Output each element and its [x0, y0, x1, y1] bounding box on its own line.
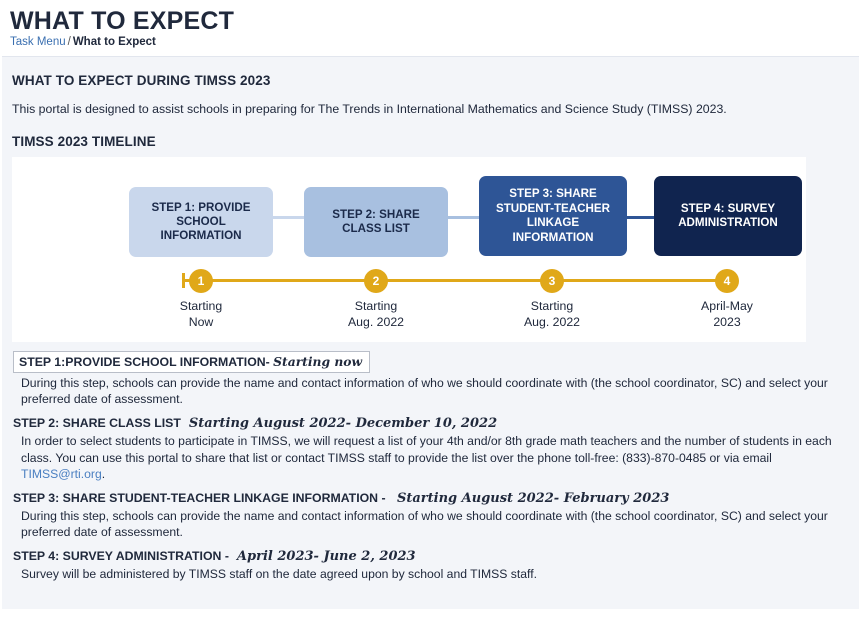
page-header: [0, 0, 861, 48]
detail-step-4-title: [13, 549, 849, 564]
breadcrumb: [10, 36, 851, 48]
detail-step-4-title-text: STEP 4: SURVEY ADMINISTRATION -: [13, 548, 229, 563]
timeline-graphic: [12, 157, 806, 342]
timeline-date-1-line2: Now: [188, 314, 214, 329]
timeline-axis: [182, 279, 734, 282]
timeline-marker-2: 2: [364, 269, 388, 293]
breadcrumb-link-task-menu[interactable]: Task Menu: [10, 36, 66, 49]
detail-step-1-title: [13, 351, 370, 373]
timeline-date-1: [141, 299, 261, 330]
timeline-date-2-line2: Aug. 2022: [347, 314, 405, 329]
detail-step-3-title: [13, 491, 849, 506]
detail-step-2-date: Starting August 2022- December 10, 2022: [188, 416, 498, 432]
breadcrumb-current: What to Expect: [72, 36, 156, 49]
detail-step-2-title-text: STEP 2: SHARE CLASS LIST: [13, 416, 181, 431]
detail-step-3-title-text: STEP 3: SHARE STUDENT-TEACHER LINKAGE INFORMATION -: [13, 490, 389, 505]
timeline-date-3-line2: Aug. 2022: [523, 314, 581, 329]
email-link-timss[interactable]: TIMSS@rti.org: [21, 466, 102, 481]
detail-step-4: [13, 549, 849, 582]
detail-step-4-date: April 2023- June 2, 2023: [236, 548, 416, 564]
detail-step-3: [13, 491, 849, 540]
timeline-date-4: [667, 299, 787, 330]
timeline-card-step-1[interactable]: STEP 1: PROVIDE SCHOOL INFORMATION: [129, 187, 273, 257]
timeline-date-3-line1: Starting: [530, 299, 574, 314]
detail-step-1-body: During this step, schools can provide the name and contact information of who we should coordinate with (the school coordinator, SC) and select your preferred date of assessment.: [21, 376, 828, 407]
detail-step-2-body-part2: .: [101, 466, 106, 481]
timeline-marker-1: 1: [189, 269, 213, 293]
section-heading: WHAT TO EXPECT DURING TIMSS 2023: [12, 73, 271, 89]
timeline-date-3: [492, 299, 612, 330]
timeline-marker-4: 4: [715, 269, 739, 293]
timeline-card-step-4[interactable]: STEP 4: SURVEY ADMINISTRATION: [654, 176, 802, 256]
step-details: [12, 351, 849, 582]
timeline-marker-3: 3: [540, 269, 564, 293]
detail-step-1-title-text: STEP 1:PROVIDE SCHOOL INFORMATION-: [19, 355, 274, 370]
timeline-card-step-2[interactable]: STEP 2: SHARE CLASS LIST: [304, 187, 448, 257]
detail-step-2-title: [13, 416, 849, 431]
detail-step-2-body: [13, 433, 849, 481]
timeline-date-1-line1: Starting: [179, 299, 223, 314]
content-panel: [2, 56, 859, 609]
detail-step-2-body-part1: In order to select students to participate in TIMSS, we will request a list of your 4th and/or 8th grade math teachers and the number of students in each class. You can use this portal to share that list or contact TIMSS staff to provide the list over the phone toll-free: (833)-870-0485 or via email: [21, 434, 832, 465]
timeline-steps-row: [12, 170, 806, 260]
breadcrumb-separator: /: [67, 36, 71, 49]
timeline-date-4-line2: 2023: [713, 314, 741, 329]
detail-step-1-date: Starting now: [273, 354, 363, 370]
detail-step-3-date: Starting August 2022- February 2023: [396, 490, 670, 506]
page-title: WHAT TO EXPECT: [10, 7, 235, 35]
detail-step-2: [13, 416, 849, 481]
timeline-date-2: [316, 299, 436, 330]
timeline-heading: TIMSS 2023 TIMELINE: [12, 134, 156, 150]
intro-paragraph: This portal is designed to assist schools in preparing for The Trends in International Mathematics and Science Study (TIMSS) 2023.: [12, 102, 727, 117]
timeline-date-2-line1: Starting: [354, 299, 398, 314]
detail-step-1: [13, 351, 849, 407]
detail-step-3-body: During this step, schools can provide the name and contact information of who we should coordinate with (the school coordinator, SC) and select your preferred date of assessment.: [21, 508, 828, 539]
detail-step-4-body: Survey will be administered by TIMSS staff on the date agreed upon by school and TIMSS staff.: [21, 566, 537, 581]
timeline-axis-cap-left: [182, 273, 185, 288]
timeline-date-4-line1: April-May: [701, 299, 753, 314]
timeline-card-step-3[interactable]: STEP 3: SHARE STUDENT-TEACHER LINKAGE INFORMATION: [479, 176, 627, 256]
